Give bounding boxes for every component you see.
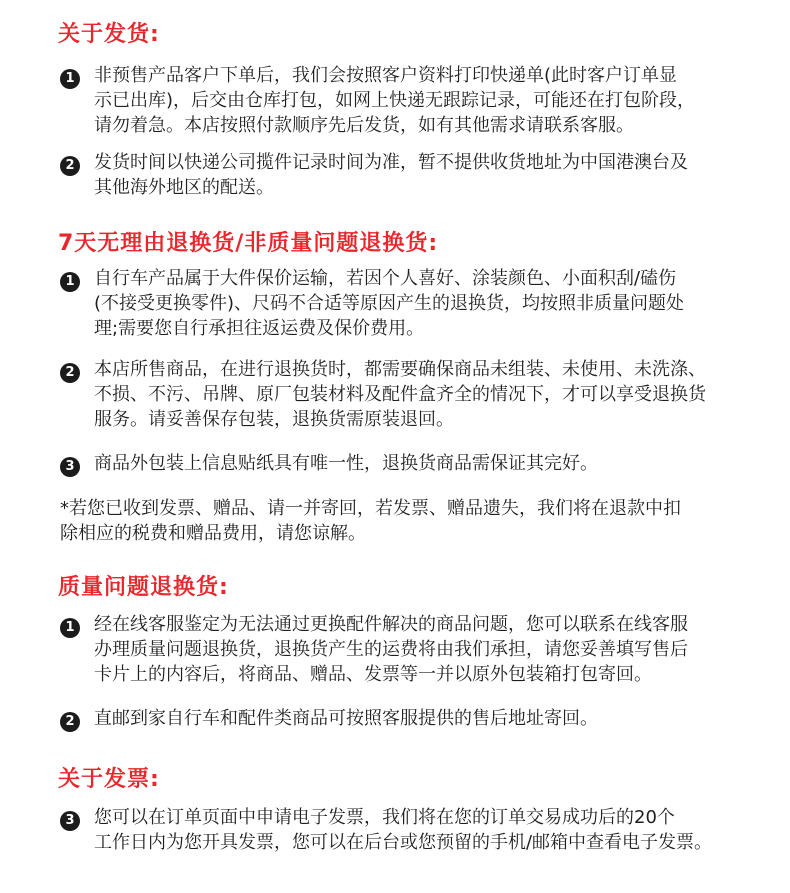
section-title-shipping: 关于发货: (58, 22, 160, 47)
section-title-returns: 7天无理由退换货/非质量问题退换货: (58, 231, 439, 256)
number-badge: 1 (60, 618, 80, 638)
list-item (60, 150, 760, 200)
item-text: 本店所售商品，在进行退换货时，都需要确保商品未组装、未使用、未洗涤、 不损、不污、吊牌、原厂包装材料及配件盒齐全的情况下，才可以享受退换货 服务。请妥善保存包装，退换货需原装退回。 (94, 359, 706, 430)
list-item (60, 451, 760, 476)
item-text: 经在线客服鉴定为无法通过更换配件解决的商品问题，您可以联系在线客服 办理质量问题退换货，退换货产生的运费将由我们承担，请您妥善填写售后 卡片上的内容后，将商品、赠品、发票等一并以原外包装箱打包寄回。 (94, 614, 688, 685)
item-text: 自行车产品属于大件保价运输，若因个人喜好、涂装颜色、小面积刮/磕伤 (不接受更换零件)、尺码不合适等原因产生的退换货，均按照非质量问题处 理;需要您自行承担往返运费及保价费用。 (94, 268, 685, 339)
list-item (60, 63, 760, 138)
number-badge: 3 (60, 457, 80, 477)
number-badge: 2 (60, 712, 80, 732)
list-item (60, 706, 760, 731)
item-text: 直邮到家自行车和配件类商品可按照客服提供的售后地址寄回。 (94, 708, 598, 729)
number-badge: 3 (60, 811, 80, 831)
number-badge: 1 (60, 69, 80, 89)
list-item (60, 266, 760, 341)
section-title-quality: 质量问题退换货: (58, 575, 229, 600)
number-badge: 1 (60, 272, 80, 292)
list-item (60, 612, 760, 687)
list-item (60, 357, 760, 432)
refund-note: *若您已收到发票、赠品、请一并寄回，若发票、赠品遗失，我们将在退款中扣 除相应的税费和赠品费用，请您谅解。 (60, 498, 681, 544)
item-text: 您可以在订单页面中申请电子发票，我们将在您的订单交易成功后的20个 工作日内为您开具发票，您可以在后台或您预留的手机/邮箱中查看电子发票。 (94, 807, 713, 853)
item-text: 商品外包装上信息贴纸具有唯一性，退换货商品需保证其完好。 (94, 453, 598, 474)
number-badge: 2 (60, 156, 80, 176)
list-item (60, 805, 760, 855)
item-text: 发货时间以快递公司揽件记录时间为准，暂不提供收货地址为中国港澳台及 其他海外地区的配送。 (94, 152, 688, 198)
number-badge: 2 (60, 363, 80, 383)
item-text: 非预售产品客户下单后，我们会按照客户资料打印快递单(此时客户订单显 示已出库)，后交由仓库打包，如网上快递无跟踪记录，可能还在打包阶段， 请勿着急。本店按照付款顺序先后发货，如有其他需求请联系客服。 (94, 65, 696, 136)
section-title-invoice: 关于发票: (58, 767, 160, 792)
